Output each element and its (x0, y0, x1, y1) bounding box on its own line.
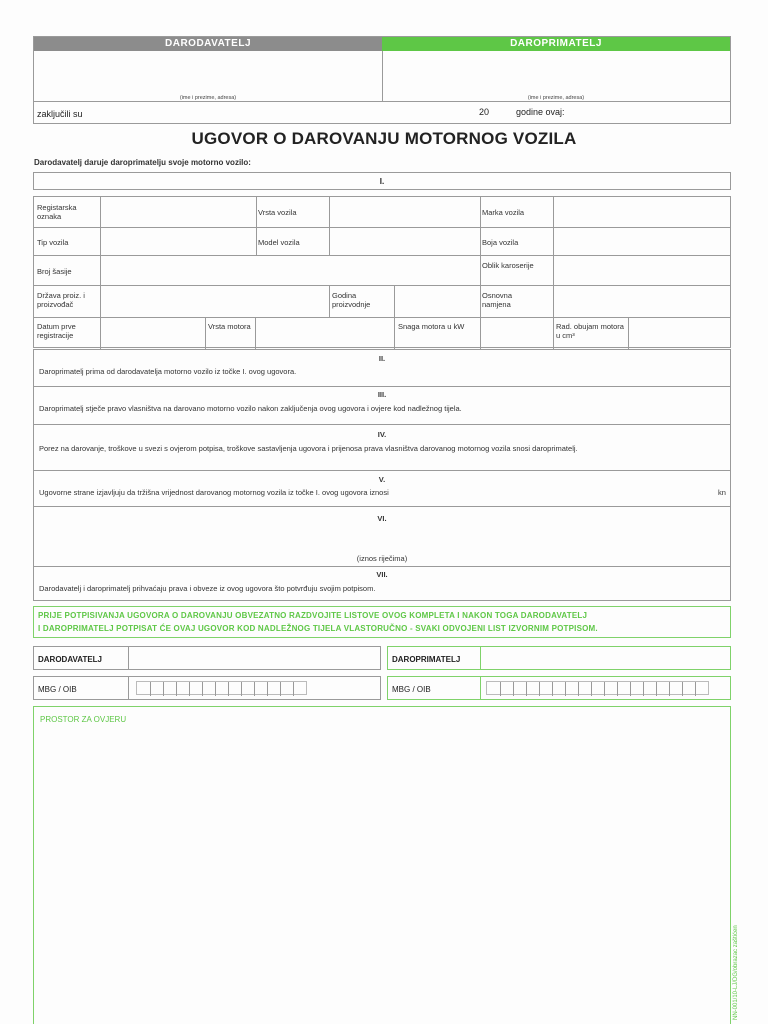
digit-box (228, 682, 241, 696)
body-shape-field[interactable] (555, 257, 727, 283)
recipient-id-row (387, 676, 731, 700)
displacement-field[interactable] (630, 319, 728, 347)
model-field[interactable] (331, 229, 479, 253)
digit-box (254, 682, 267, 696)
label-engine-type: Vrsta motora (208, 322, 251, 331)
vehicle-table (33, 196, 731, 348)
row-line (34, 227, 730, 228)
registration-field[interactable] (102, 199, 254, 225)
clause-7-number: VII. (376, 570, 388, 579)
digit-box (578, 682, 591, 696)
clause-line (34, 424, 730, 425)
form-code: NN-001/10-LJ/DG/obrazac zaštićen (733, 925, 739, 1020)
recipient-id-label: MBG / OIB (392, 685, 431, 694)
recipient-header: DAROPRIMATELJ (382, 37, 730, 51)
label-country: Država proiz. i proizvođač (37, 291, 85, 309)
intro-text: Darodavatelj daruje daroprimatelju svoje motorno vozilo: (34, 158, 251, 167)
recipient-signature-field[interactable] (482, 648, 728, 668)
col-line (480, 677, 481, 699)
notice-line-1: PRIJE POTPISIVANJA UGOVORA O DAROVANJU OBVEZATNO RAZDVOJITE LISTOVE OVOG KOMPLETA I NAKON TOGA DARODAVATELJ (38, 611, 588, 620)
engine-type-field[interactable] (257, 319, 393, 347)
vehicle-type-field[interactable] (331, 199, 479, 225)
digit-box (526, 682, 539, 696)
digit-box (591, 682, 604, 696)
col-line (329, 285, 330, 317)
col-line (480, 647, 481, 669)
recipient-name-field[interactable] (386, 53, 728, 97)
digit-box (565, 682, 578, 696)
col-line (205, 317, 206, 349)
clause-6-number: VI. (377, 514, 387, 523)
clause-7-text: Darodavatelj i daroprimatelj prihvaćaju prava i obveze iz ovog ugovora što potvrđuju svojim potpisom. (39, 584, 376, 593)
purpose-field[interactable] (555, 287, 727, 315)
digit-box (552, 682, 565, 696)
donor-id-label: MBG / OIB (38, 685, 77, 694)
clause-5-text: Ugovorne strane izjavljuju da tržišna vrijednost darovanog motornog vozila iz točke I. ovog ugovora iznosi (39, 488, 389, 497)
digit-box (630, 682, 643, 696)
row-line (34, 255, 730, 256)
verification-label: PROSTOR ZA OVJERU (40, 715, 127, 724)
label-registration: Registarska oznaka (37, 203, 77, 221)
separation-notice (33, 606, 731, 638)
page-title: UGOVOR O DAROVANJU MOTORNOG VOZILA (191, 129, 577, 148)
section-one-header (33, 172, 731, 190)
parties-line (34, 101, 730, 102)
clause-line (34, 566, 730, 567)
row-line (34, 317, 730, 318)
digit-box (150, 682, 163, 696)
digit-box (202, 682, 215, 696)
digit-box (617, 682, 630, 696)
donor-name-field[interactable] (36, 53, 380, 97)
currency-unit: kn (718, 488, 726, 497)
clause-5-number: V. (378, 475, 386, 484)
chassis-field[interactable] (102, 257, 478, 283)
country-field[interactable] (102, 287, 328, 315)
col-line (394, 317, 395, 349)
recipient-signature-label: DAROPRIMATELJ (392, 655, 461, 664)
color-field[interactable] (555, 229, 727, 253)
clause-4-text: Porez na darovanje, troškove u svezi s ovjerom potpisa, troškove sastavljenja ugovora i prijenosa prava vlasništva darovanog motornog vozila snosi daroprimatelj. (39, 444, 578, 453)
col-line (329, 197, 330, 255)
donor-hint: (ime i prezime, adresa) (179, 95, 237, 101)
row-line (34, 285, 730, 286)
digit-box (513, 682, 526, 696)
digit-box (189, 682, 202, 696)
col-line (628, 317, 629, 349)
clause-3-number: III. (377, 390, 387, 399)
digit-box (682, 682, 695, 696)
label-chassis: Broj šasije (37, 267, 72, 276)
donor-id-input[interactable] (136, 681, 307, 695)
col-line (255, 317, 256, 349)
label-production-year: Godina proizvodnje (332, 291, 371, 309)
donor-header: DARODAVATELJ (34, 37, 382, 51)
recipient-id-input[interactable] (486, 681, 709, 695)
parties-divider (382, 51, 383, 101)
clause-2-text: Daroprimatelj prima od darodavatelja motorno vozilo iz točke I. ovog ugovora. (39, 367, 297, 376)
recipient-hint: (ime i prezime, adresa) (527, 95, 585, 101)
digit-box (293, 682, 306, 696)
col-line (100, 317, 101, 349)
label-model: Model vozila (258, 238, 300, 247)
digit-box (280, 682, 293, 696)
digit-box (643, 682, 656, 696)
digit-box (500, 682, 513, 696)
donor-signature-field[interactable] (130, 648, 378, 668)
donor-signature-row (33, 646, 381, 670)
clause-line (34, 386, 730, 387)
year-prefix: 20 (479, 107, 490, 117)
col-line (256, 197, 257, 255)
label-vehicle-type: Vrsta vozila (258, 208, 297, 217)
label-displacement: Rad. obujam motora u cm³ (556, 322, 624, 340)
col-line (553, 197, 554, 317)
col-line (128, 677, 129, 699)
production-year-field[interactable] (396, 287, 478, 315)
make-field[interactable] (555, 199, 727, 225)
col-line (394, 285, 395, 317)
clause-line (34, 470, 730, 471)
digit-box (267, 682, 280, 696)
digit-box (656, 682, 669, 696)
donor-id-row (33, 676, 381, 700)
amount-in-words-hint: (iznos riječima) (356, 554, 408, 563)
digit-box (487, 682, 500, 696)
digit-box (176, 682, 189, 696)
first-registration-field[interactable] (102, 319, 204, 347)
digit-box (539, 682, 552, 696)
label-engine-power: Snaga motora u kW (398, 322, 465, 331)
digit-box (163, 682, 176, 696)
label-type: Tip vozila (37, 238, 69, 247)
digit-box (215, 682, 228, 696)
clauses-block (33, 349, 731, 601)
clause-3-text: Daroprimatelj stječe pravo vlasništva na darovano motorno vozilo nakon zaključenja ovog ugovora i ovjere kod nadležnog tijela. (39, 404, 462, 413)
notice-line-2: I DAROPRIMATELJ POTPISAT ĆE OVAJ UGOVOR KOD NADLEŽNOG TIJELA VLASTORUČNO - SVAKI ODVOJENI LIST IZVORNIM POTPISOM. (38, 624, 598, 633)
amount-in-words-field[interactable] (39, 526, 725, 552)
concluded-label: zaključili su (37, 109, 83, 119)
label-color: Boja vozila (482, 238, 519, 247)
parties-block (33, 36, 731, 124)
col-line (553, 317, 554, 349)
year-suffix: godine ovaj: (516, 107, 565, 117)
engine-power-field[interactable] (482, 319, 552, 347)
label-purpose: Osnovna namjena (482, 291, 513, 309)
clause-4-number: IV. (377, 430, 387, 439)
clause-line (34, 506, 730, 507)
label-make: Marka vozila (482, 208, 525, 217)
digit-box (669, 682, 682, 696)
digit-box (241, 682, 254, 696)
label-first-registration: Datum prve registracije (37, 322, 76, 340)
clause-2-number: II. (378, 354, 386, 363)
section-one-number: I. (379, 177, 385, 186)
value-field[interactable] (554, 484, 714, 498)
donor-signature-label: DARODAVATELJ (38, 655, 102, 664)
col-line (128, 647, 129, 669)
type-field[interactable] (102, 229, 254, 253)
recipient-signature-row (387, 646, 731, 670)
label-body-shape: Oblik karoserije (482, 261, 534, 270)
digit-box (604, 682, 617, 696)
col-line (100, 197, 101, 317)
col-line (480, 197, 481, 349)
digit-box (137, 682, 150, 696)
digit-box (695, 682, 708, 696)
verification-area[interactable] (33, 706, 731, 1024)
